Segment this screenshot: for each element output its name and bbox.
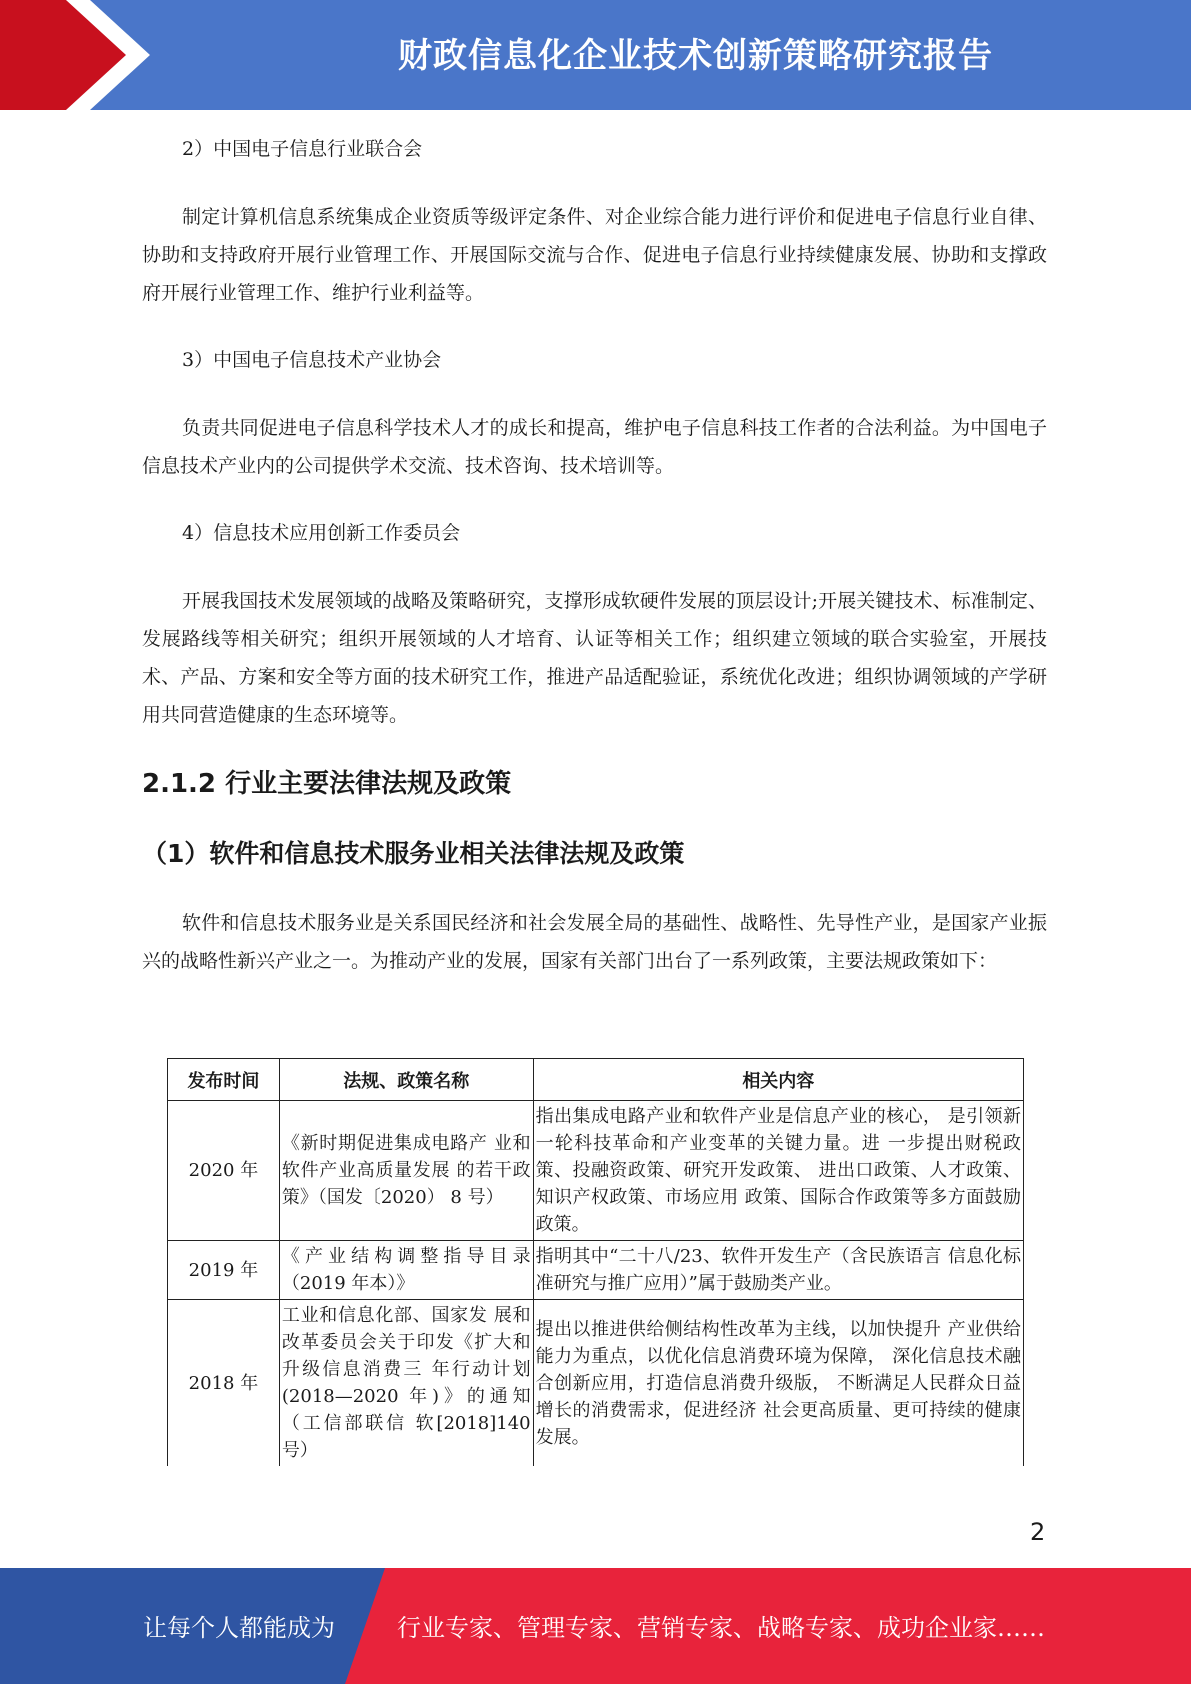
row-policy-name: 《新时期促进集成电路产 业和软件产业高质量发展 的若干政策》（国发〔2020） 8 号） (279, 1101, 533, 1241)
row-year: 2018 年 (168, 1300, 280, 1467)
item-4-text: 开展我国技术发展领域的战略及策略研究，支撑形成软硬件发展的顶层设计;开展关键技术、标准制定、发展路线等相关研究；组织开展领域的人才培育、认证等相关工作；组织建立领域的联合实验室，开展技术、产品、方案和安全等方面的技术研究工作，推进产品适配验证，系统优化改进；组织协调领域的产学研用共同营造健康的生态环境等。 (142, 590, 1047, 726)
intro-paragraph: 软件和信息技术服务业是关系国民经济和社会发展全局的基础性、战略性、先导性产业，是国家产业振兴的战略性新兴产业之一。为推动产业的发展，国家有关部门出台了一系列政策，主要法规政策如下： (142, 912, 1047, 972)
policy-table (167, 1058, 1024, 1466)
footer-slogan-right: 行业专家、管理专家、营销专家、战略专家、成功企业家…… (397, 1614, 1045, 1642)
page-header (0, 0, 1191, 110)
subsection-heading: （1）软件和信息技术服务业相关法律法规及政策 (142, 839, 685, 868)
row-content: 提出以推进供给侧结构性改革为主线，以加快提升 产业供给能力为重点，以优化信息消费环境为保障， 深化信息技术融合创新应用，打造信息消费升级版， 不断满足人民群众日益增长的消费需求，促进经济 社会更高质量、更可持续的健康发展。 (533, 1300, 1023, 1467)
row-year: 2020 年 (168, 1101, 280, 1241)
header-policy-name: 法规、政策名称 (279, 1059, 533, 1101)
table-row (168, 1101, 1024, 1241)
item-2-title: 2）中国电子信息行业联合会 (182, 138, 423, 160)
header-date: 发布时间 (168, 1059, 280, 1101)
report-title: 财政信息化企业技术创新策略研究报告 (398, 36, 993, 76)
table-header-row (168, 1059, 1024, 1101)
row-year: 2019 年 (168, 1241, 280, 1300)
item-3-title: 3）中国电子信息技术产业协会 (182, 349, 442, 371)
footer-slogan-left: 让每个人都能成为 (143, 1614, 335, 1642)
header-content: 相关内容 (533, 1059, 1023, 1101)
row-policy-name: 《产业结构调整指导目录（2019 年本）》 (279, 1241, 533, 1300)
page-footer (0, 1568, 1191, 1684)
row-content: 指明其中“二十八/23、软件开发生产（含民族语言 信息化标准研究与推广应用）”属于鼓励类产业。 (533, 1241, 1023, 1300)
item-4-title: 4）信息技术应用创新工作委员会 (182, 522, 461, 544)
page-number: 2 (1030, 1518, 1046, 1546)
row-content: 指出集成电路产业和软件产业是信息产业的核心， 是引领新一轮科技革命和产业变革的关键力量。进 一步提出财税政策、投融资政策、研究开发政策、 进出口政策、人才政策、知识产权政策、市场应用 政策、国际合作政策等多方面鼓励政策。 (533, 1101, 1023, 1241)
section-heading: 2.1.2 行业主要法律法规及政策 (142, 769, 512, 799)
item-2-text: 制定计算机信息系统集成企业资质等级评定条件、对企业综合能力进行评价和促进电子信息行业自律、协助和支持政府开展行业管理工作、开展国际交流与合作、促进电子信息行业持续健康发展、协助和支撑政府开展行业管理工作、维护行业利益等。 (142, 206, 1047, 304)
row-policy-name: 工业和信息化部、国家发 展和改革委员会关于印发《扩大和升级信息消费三 年行动计划(2018—2020 年)》的通知（工信部联信 软[2018]140 号） (279, 1300, 533, 1467)
item-3-text: 负责共同促进电子信息科学技术人才的成长和提高，维护电子信息科技工作者的合法利益。为中国电子信息技术产业内的公司提供学术交流、技术咨询、技术培训等。 (142, 417, 1047, 477)
table-row (168, 1300, 1024, 1467)
table-row (168, 1241, 1024, 1300)
document-body (142, 130, 1047, 980)
